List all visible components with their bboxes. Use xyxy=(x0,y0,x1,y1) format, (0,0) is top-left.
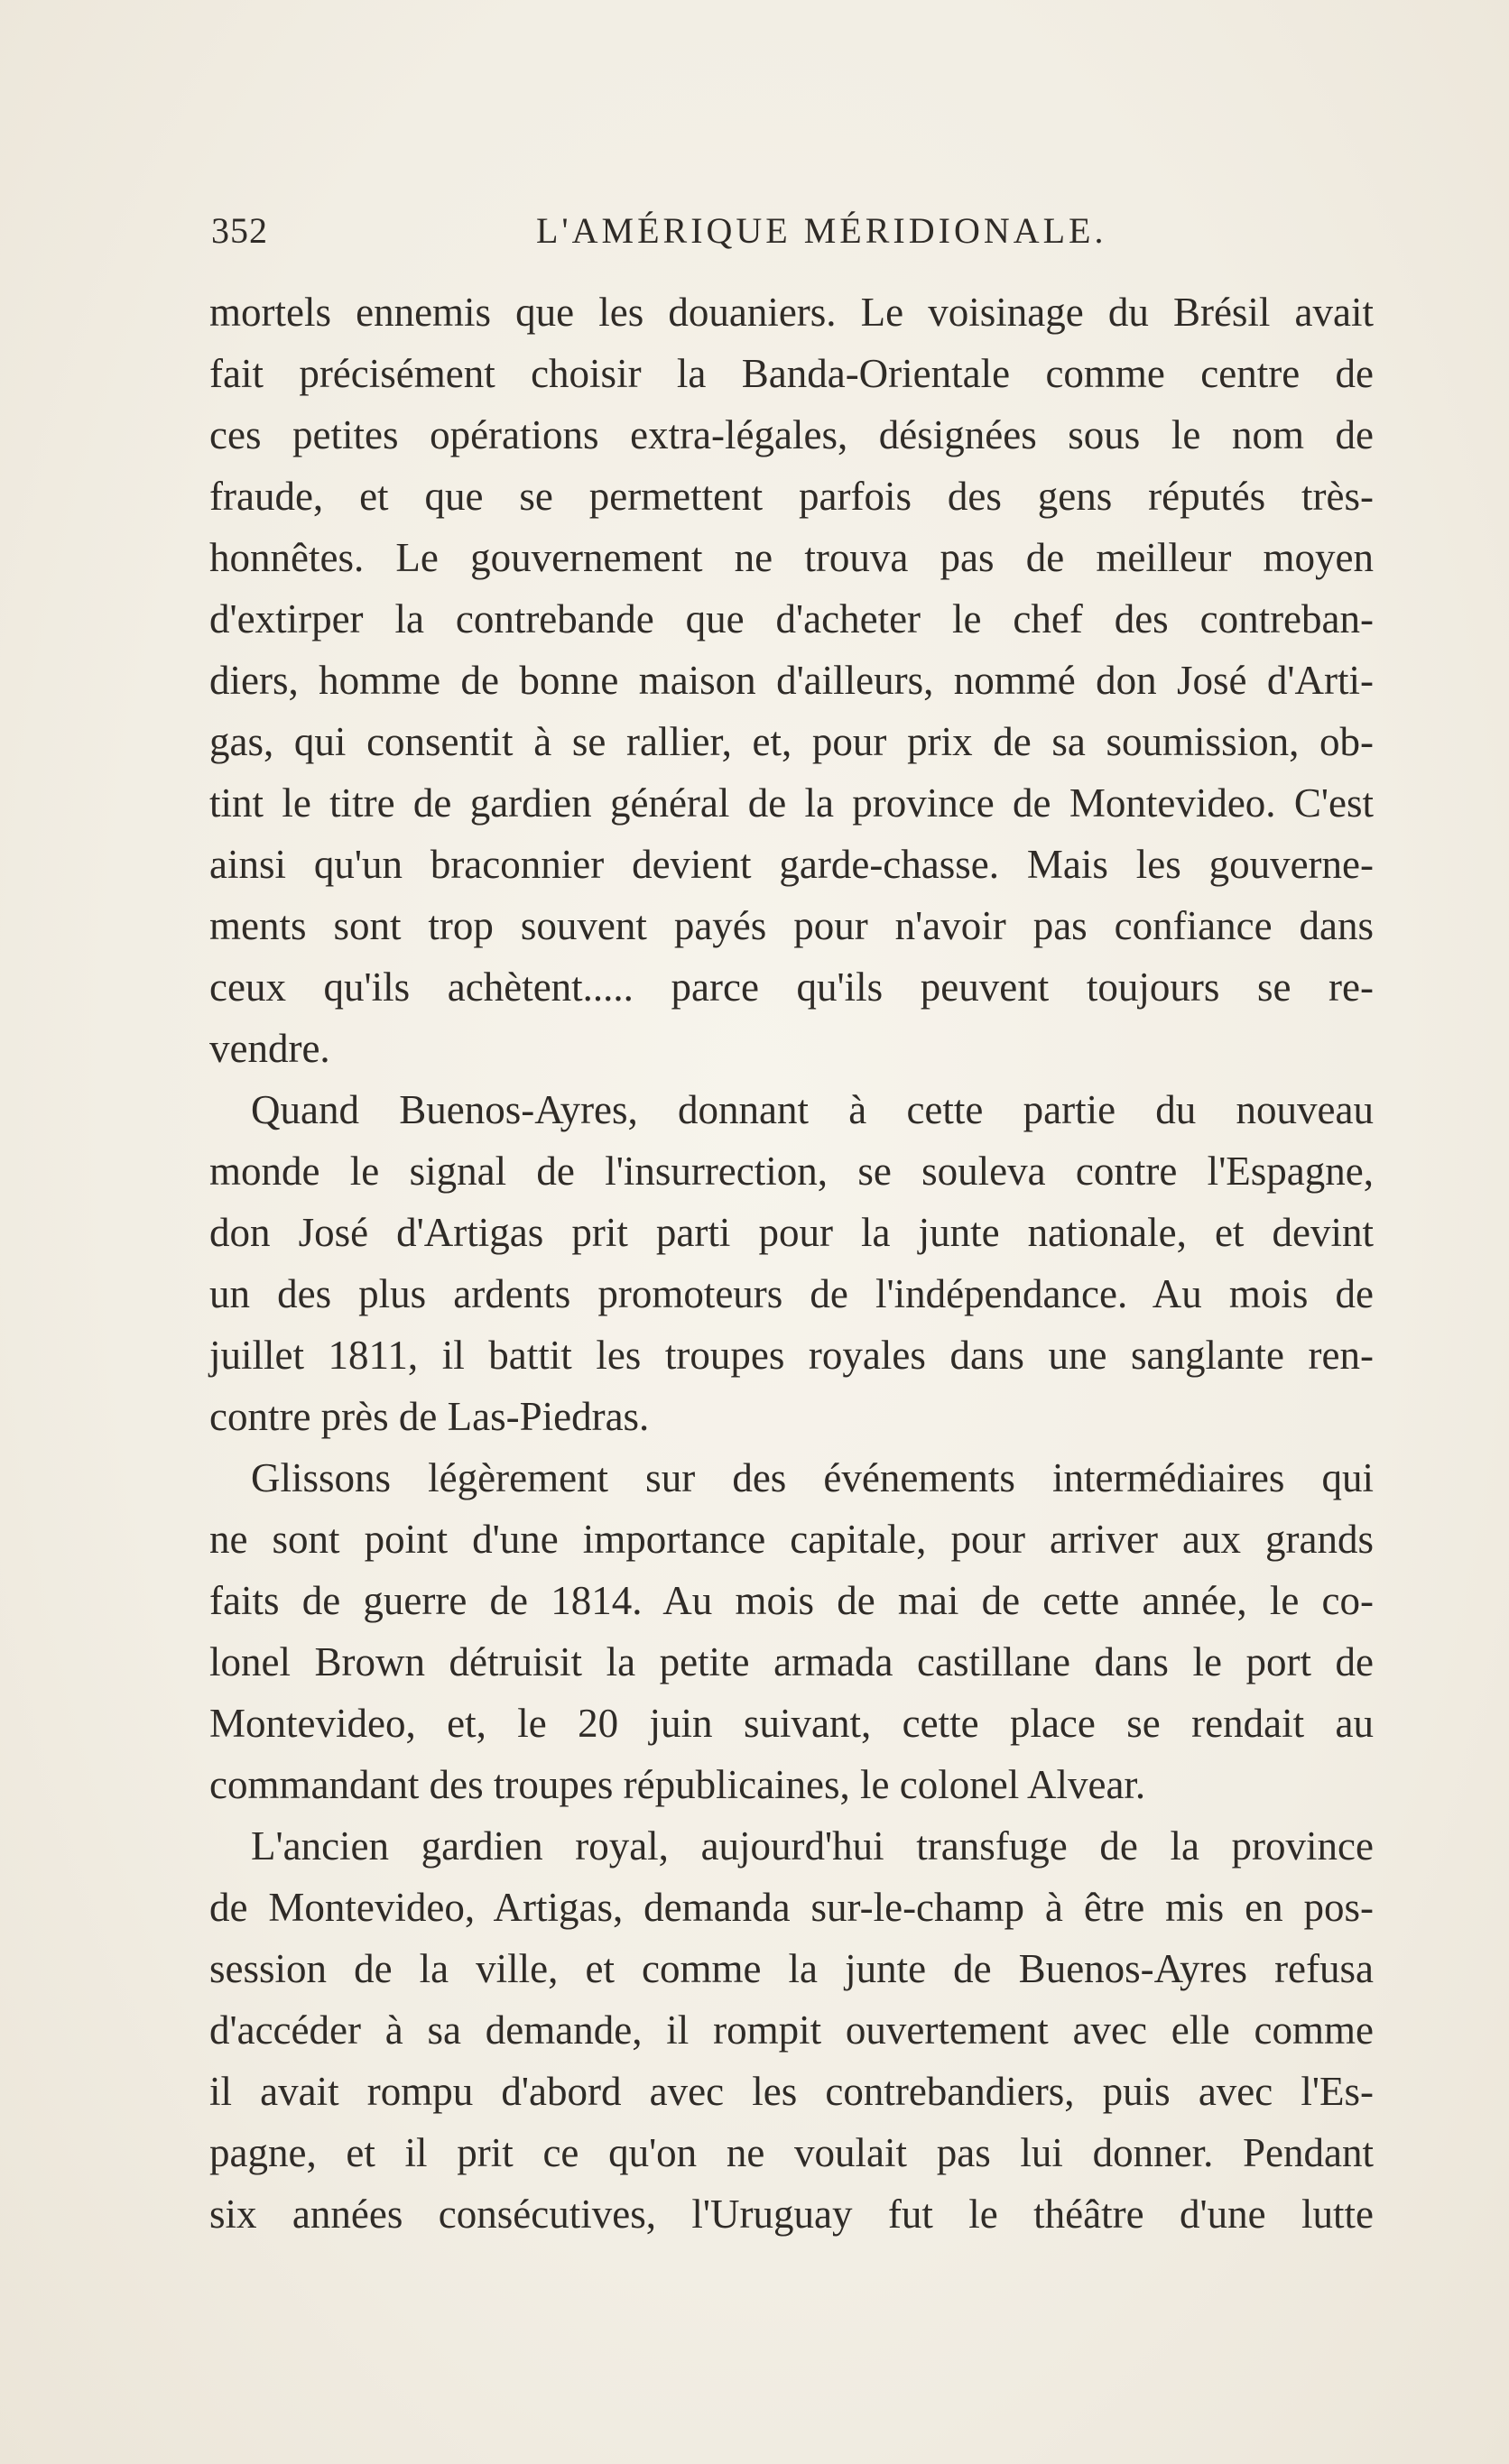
text-line: fait précisément choisir la Banda-Orientale comme centre de xyxy=(209,351,1374,396)
text-line: Glissons légèrement sur des événements intermédiaires qui xyxy=(251,1455,1374,1500)
text-line: faits de guerre de 1814. Au mois de mai de cette année, le co- xyxy=(209,1578,1374,1623)
text-line: d'accéder à sa demande, il rompit ouvertement avec elle comme xyxy=(209,2007,1374,2053)
text-line: diers, homme de bonne maison d'ailleurs, nommé don José d'Arti- xyxy=(209,658,1374,703)
text-line: honnêtes. Le gouvernement ne trouva pas de meilleur moyen xyxy=(209,535,1374,580)
text-line: d'extirper la contrebande que d'acheter le chef des contreban- xyxy=(209,596,1374,641)
body-text xyxy=(209,281,1374,2245)
page-number: 352 xyxy=(211,210,268,251)
text-line: tint le titre de gardien général de la province de Montevideo. C'est xyxy=(209,780,1374,826)
text-line: Quand Buenos-Ayres, donnant à cette partie du nouveau xyxy=(251,1087,1374,1132)
text-line: juillet 1811, il battit les troupes royales dans une sanglante ren- xyxy=(209,1333,1374,1378)
text-line: ainsi qu'un braconnier devient garde-chasse. Mais les gouverne- xyxy=(209,842,1374,887)
text-line: don José d'Artigas prit parti pour la junte nationale, et devint xyxy=(209,1210,1374,1255)
text-line: contre près de Las-Piedras. xyxy=(209,1394,650,1439)
text-line: ments sont trop souvent payés pour n'avoir pas confiance dans xyxy=(209,903,1374,948)
running-head xyxy=(211,209,1375,263)
text-line: session de la ville, et comme la junte de Buenos-Ayres refusa xyxy=(209,1946,1374,1991)
text-line: un des plus ardents promoteurs de l'indépendance. Au mois de xyxy=(209,1271,1374,1316)
text-line: mortels ennemis que les douaniers. Le voisinage du Brésil avait xyxy=(209,290,1374,335)
text-line: L'ancien gardien royal, aujourd'hui transfuge de la province xyxy=(251,1823,1374,1869)
text-line: commandant des troupes républicaines, le colonel Alvear. xyxy=(209,1762,1146,1807)
text-line: fraude, et que se permettent parfois des gens réputés très- xyxy=(209,474,1374,519)
text-line: ne sont point d'une importance capitale, pour arriver aux grands xyxy=(209,1517,1374,1562)
running-title: L'AMÉRIQUE MÉRIDIONALE. xyxy=(536,210,1107,251)
text-line: ceux qu'ils achètent..... parce qu'ils peuvent toujours se re- xyxy=(209,964,1374,1010)
text-line: il avait rompu d'abord avec les contrebandiers, puis avec l'Es- xyxy=(209,2069,1374,2114)
text-line: pagne, et il prit ce qu'on ne voulait pas lui donner. Pendant xyxy=(209,2130,1374,2175)
text-line: Montevideo, et, le 20 juin suivant, cette place se rendait au xyxy=(209,1701,1374,1746)
text-line: six années consécutives, l'Uruguay fut le théâtre d'une lutte xyxy=(209,2192,1374,2237)
text-line: vendre. xyxy=(209,1026,330,1071)
text-line: monde le signal de l'insurrection, se souleva contre l'Espagne, xyxy=(209,1149,1374,1194)
text-line: gas, qui consentit à se rallier, et, pour prix de sa soumission, ob- xyxy=(209,719,1374,764)
text-line: de Montevideo, Artigas, demanda sur-le-champ à être mis en pos- xyxy=(209,1885,1374,1930)
text-line: ces petites opérations extra-légales, désignées sous le nom de xyxy=(209,412,1374,457)
text-line: lonel Brown détruisit la petite armada castillane dans le port de xyxy=(209,1639,1374,1684)
